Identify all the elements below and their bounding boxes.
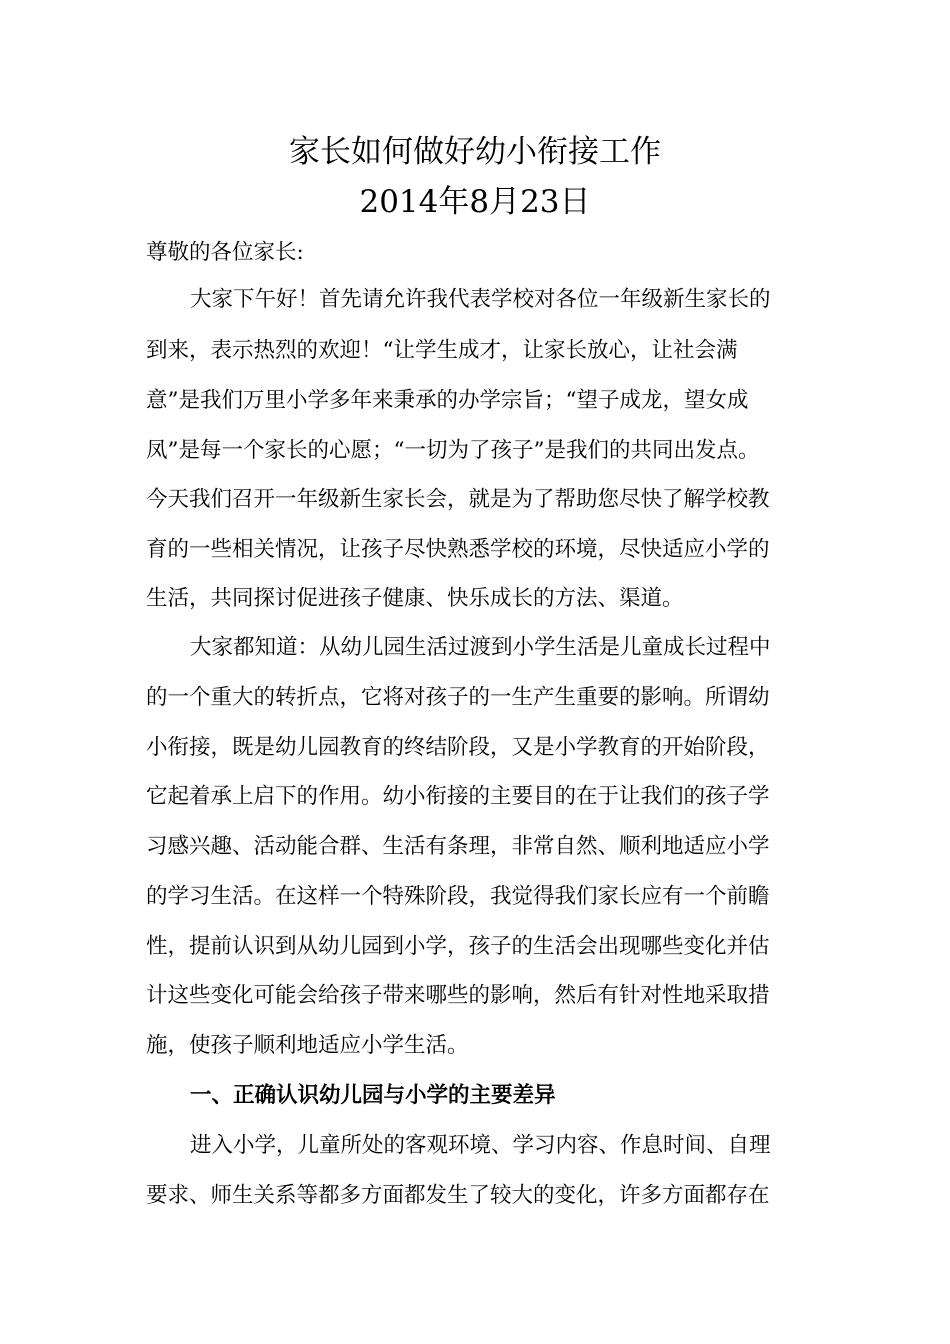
section-heading: 一、正确认识幼儿园与小学的主要差异 [190,1083,556,1108]
text-line: 的一个重大的转折点，它将对孩子的一生产生重要的影响。所谓幼 [146,685,770,710]
text-line: 施，使孩子顺利地适应小学生活。 [146,1033,469,1058]
text-line: 进入小学，儿童所处的客观环境、学习内容、作息时间、自理 [190,1133,771,1158]
text-line: 它起着承上启下的作用。幼小衔接的主要目的在于让我们的孩子学 [146,784,770,809]
text-line: 大家下午好！首先请允许我代表学校对各位一年级新生家长的 [190,287,771,312]
text-line: 的学习生活。在这样一个特殊阶段，我觉得我们家长应有一个前瞻 [146,884,770,909]
document-date: 2014年8月23日 [359,184,591,220]
text-line: 凤”是每一个家长的心愿；“一切为了孩子”是我们的共同出发点。 [146,438,760,463]
text-line: 今天我们召开一年级新生家长会，就是为了帮助您尽快了解学校教 [146,487,770,512]
text-line: 育的一些相关情况，让孩子尽快熟悉学校的环境，尽快适应小学的 [146,537,770,562]
document-title: 家长如何做好幼小衔接工作 [289,134,661,170]
text-line: 要求、师生关系等都多方面都发生了较大的变化，许多方面都存在 [146,1183,770,1208]
text-line: 生活，共同探讨促进孩子健康、快乐成长的方法、渠道。 [146,586,684,611]
text-line: 到来，表示热烈的欢迎！“让学生成才，让家长放心，让社会满 [146,338,738,363]
text-line: 小衔接，既是幼儿园教育的终结阶段，又是小学教育的开始阶段， [146,735,770,760]
text-line: 计这些变化可能会给孩子带来哪些的影响，然后有针对性地采取措 [146,983,770,1008]
text-line: 性，提前认识到从幼儿园到小学，孩子的生活会出现哪些变化并估 [146,934,770,959]
text-line: 意”是我们万里小学多年来秉承的办学宗旨；“望子成龙，望女成 [146,388,749,413]
text-line: 习感兴趣、活动能合群、生活有条理，非常自然、顺利地适应小学 [146,834,770,859]
salutation: 尊敬的各位家长: [146,240,304,265]
text-line: 大家都知道：从幼儿园生活过渡到小学生活是儿童成长过程中 [190,635,771,660]
